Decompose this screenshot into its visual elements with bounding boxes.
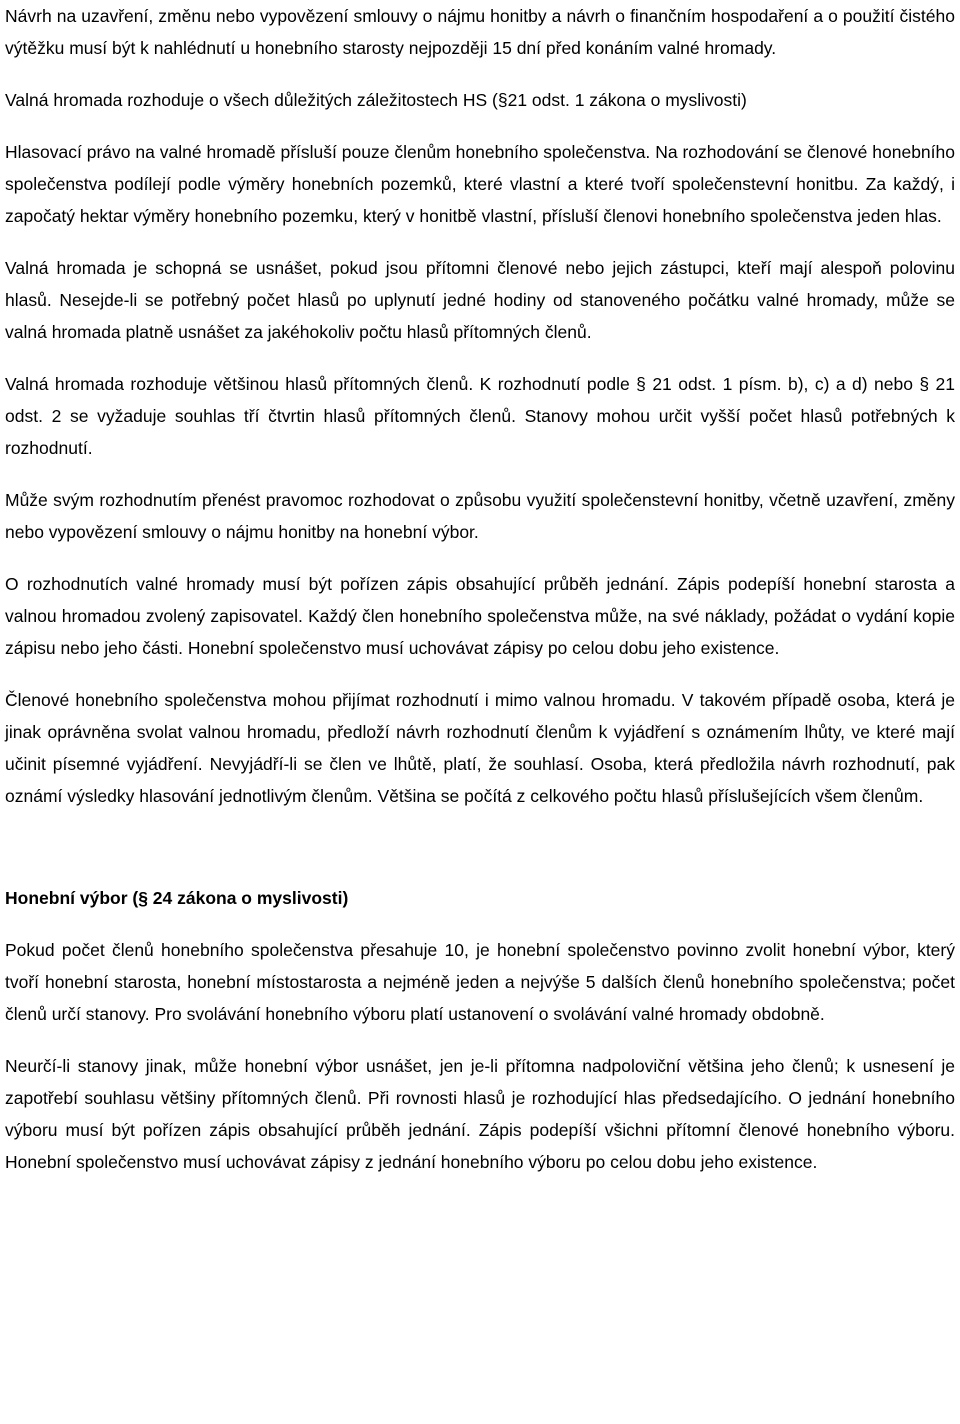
- paragraph-voting-rights: Hlasovací právo na valné hromadě přísluší pouze členům honebního společenstva. Na rozhodování se členové honebního společenstva podílejí podle výměry honebních pozemků, které vlastní a které tvoří společenstevní honitbu. Za každý, i započatý hektar výměry honebního pozemku, který v honitbě vlastní, přísluší členovi honebního společenstva jeden hlas.: [5, 142, 955, 226]
- paragraph-majority: Valná hromada rozhoduje většinou hlasů přítomných členů. K rozhodnutí podle § 21 odst. 1 písm. b), c) a d) nebo § 21 odst. 2 se vyžaduje souhlas tří čtvrtin hlasů přítomných členů. Stanovy mohou určit vyšší počet hlasů potřebných k rozhodnutí.: [5, 374, 955, 458]
- paragraph-draft-availability: Návrh na uzavření, změnu nebo vypovězení smlouvy o nájmu honitby a návrh o finančním hospodaření a o použití čistého výtěžku musí být k nahlédnutí u honebního starosty nejpozději 15 dní před konáním valné hromady.: [5, 6, 955, 58]
- section-heading: Honební výbor (§ 24 zákona o myslivosti): [5, 888, 349, 908]
- paragraph-delegation: Může svým rozhodnutím přenést pravomoc rozhodovat o způsobu využití společenstevní honitby, včetně uzavření, změny nebo vypovězení smlouvy o nájmu honitby na honební výbor.: [5, 490, 955, 542]
- paragraph-decisions-outside-assembly: Členové honebního společenstva mohou přijímat rozhodnutí i mimo valnou hromadu. V takovém případě osoba, která je jinak oprávněna svolat valnou hromadu, předloží návrh rozhodnutí členům k vyjádření s oznámením lhůty, ve které mají učinit písemné vyjádření. Nevyjádří-li se člen ve lhůtě, platí, že souhlasí. Osoba, která předložila návrh rozhodnutí, pak oznámí výsledky hlasování jednotlivým členům. Většina se počítá z celkového počtu hlasů příslušejících všem členům.: [5, 690, 955, 806]
- paragraph-minutes: O rozhodnutích valné hromady musí být pořízen zápis obsahující průběh jednání. Zápis podepíší honební starosta a valnou hromadou zvolený zapisovatel. Každý člen honebního společenstva může, na své náklady, požádat o vydání kopie zápisu nebo jeho části. Honební společenstvo musí uchovávat zápisy po celou dobu jeho existence.: [5, 574, 955, 658]
- paragraph-committee-quorum: Neurčí-li stanovy jinak, může honební výbor usnášet, jen je-li přítomna nadpoloviční většina jeho členů; k usnesení je zapotřebí souhlasu většiny přítomných členů. Při rovnosti hlasů je rozhodující hlas předsedajícího. O jednání honebního výboru musí být pořízen zápis obsahující průběh jednání. Zápis podepíší všichni přítomní členové honebního výboru. Honební společenstvo musí uchovávat zápisy z jednání honebního výboru po celou dobu jeho existence.: [5, 1056, 955, 1172]
- paragraph-assembly-scope: Valná hromada rozhoduje o všech důležitých záležitostech HS (§21 odst. 1 zákona o myslivosti): [5, 90, 747, 110]
- paragraph-quorum: Valná hromada je schopná se usnášet, pokud jsou přítomni členové nebo jejich zástupci, kteří mají alespoň polovinu hlasů. Nesejde-li se potřebný počet hlasů po uplynutí jedné hodiny od stanoveného počátku valné hromady, může se valná hromada platně usnášet za jakéhokoliv počtu hlasů přítomných členů.: [5, 258, 955, 342]
- paragraph-committee-composition: Pokud počet členů honebního společenstva přesahuje 10, je honební společenstvo povinno zvolit honební výbor, který tvoří honební starosta, honební místostarosta a nejméně jeden a nejvýše 5 dalších členů honebního společenstva; počet členů určí stanovy. Pro svolávání honebního výboru platí ustanovení o svolávání valné hromady obdobně.: [5, 940, 955, 1024]
- document-page: [5, 0, 955, 1178]
